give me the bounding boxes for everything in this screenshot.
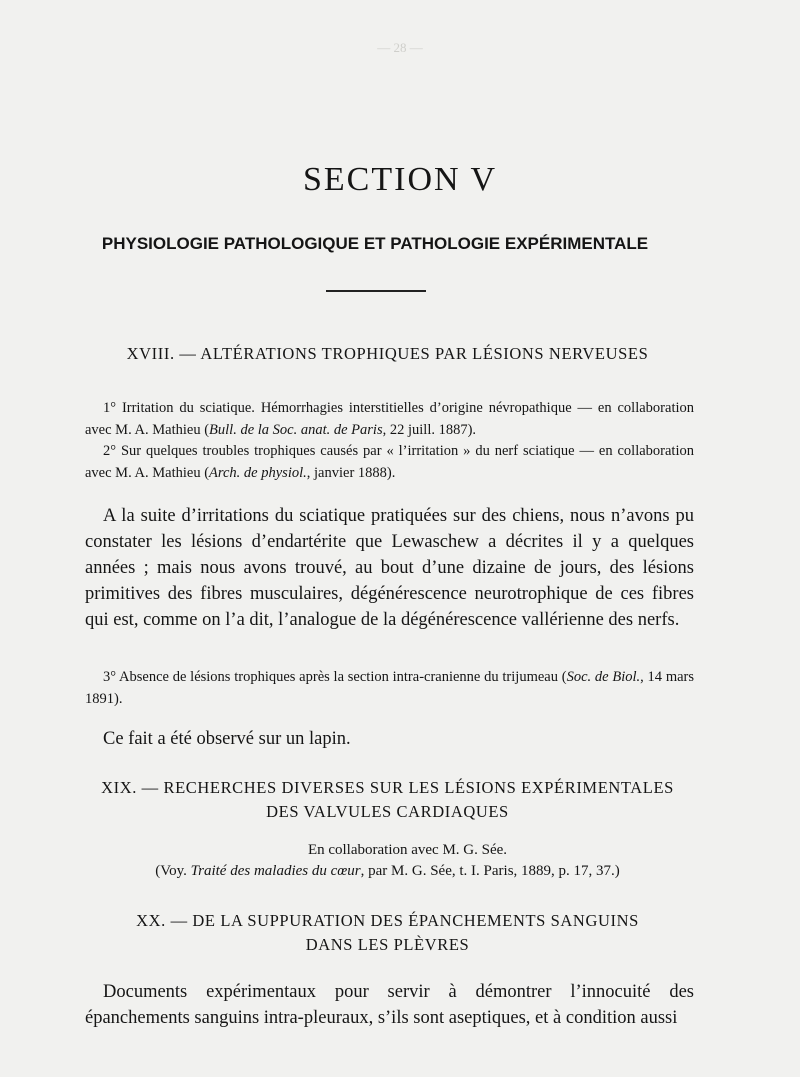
voy-title: Traité des maladies du cœur	[190, 863, 361, 879]
heading-xviii: XVIII. — ALTÉRATIONS TROPHIQUES PAR LÉSIONS NERVEUSES	[126, 344, 649, 363]
section-title: SECTION V	[303, 161, 497, 198]
reference-3-journal: Soc. de Biol.	[566, 669, 641, 685]
section-subtitle: PHYSIOLOGIE PATHOLOGIQUE ET PATHOLOGIE EXPÉRIMENTALE	[101, 234, 649, 253]
page-number: — 28 —	[377, 40, 423, 55]
voy-reference	[0, 860, 775, 882]
voy-text-b: , par M. G. Sée, t. I. Paris, 1889, p. 17, 37.)	[360, 863, 620, 879]
reference-2-text-a: 2° Sur quelques troubles trophiques causés par « l’irritation » du nerf sciatique — en collaboration avec M. A. Mathieu (	[85, 443, 694, 481]
reference-3-text-a: 3° Absence de lésions trophiques après la section intra-cranienne du trijumeau (	[103, 669, 567, 685]
voy-text-a: (Voy.	[155, 863, 191, 879]
heading-xix-line-1: XIX. — RECHERCHES DIVERSES SUR LES LÉSIONS EXPÉRIMENTALES	[101, 778, 674, 797]
note-xviii: Ce fait a été observé sur un lapin.	[103, 729, 351, 749]
reference-2	[85, 440, 694, 484]
reference-3	[85, 666, 694, 710]
heading-xix-line-2: DES VALVULES CARDIAQUES	[266, 802, 509, 821]
heading-xx-line-2: DANS LES PLÈVRES	[305, 935, 470, 954]
paragraph-xviii: A la suite d’irritations du sciatique pratiquées sur des chiens, nous n’avons pu constater les lésions d’endartérite que Lewaschew a décrites il y a quelques années ; mais nous avons trouvé, au bout d’une dizaine de jours, des lésions primitives des fibres musculaires, dégénérescence neurotrophique de ces fibres qui est, comme on l’a dit, l’analogue de la dégénérescence vallérienne des nerfs.	[85, 506, 694, 630]
reference-2-journal: Arch. de physiol.	[209, 465, 307, 481]
reference-3-text-b: , 14 mars 1891).	[85, 669, 695, 707]
reference-1-text-a: 1° Irritation du sciatique. Hémorrhagies interstitielles d’origine névropathique — en collaboration avec M. A. Mathieu (	[85, 400, 694, 438]
reference-1-journal: Bull. de la Soc. anat. de Paris	[209, 422, 383, 438]
paragraph-xx: Documents expérimentaux pour servir à démontrer l’innocuité des épanchements sanguins intra-pleuraux, s’ils sont aseptiques, et à condition aussi	[85, 982, 694, 1028]
divider-rule	[326, 290, 426, 292]
reference-2-text-b: , janvier 1888).	[306, 465, 396, 481]
reference-1-text-b: , 22 juill. 1887).	[382, 422, 477, 438]
reference-1	[85, 397, 694, 441]
heading-xx-line-1: XX. — DE LA SUPPURATION DES ÉPANCHEMENTS SANGUINS	[136, 911, 639, 930]
collaboration-line: En collaboration avec M. G. Sée.	[307, 842, 508, 858]
